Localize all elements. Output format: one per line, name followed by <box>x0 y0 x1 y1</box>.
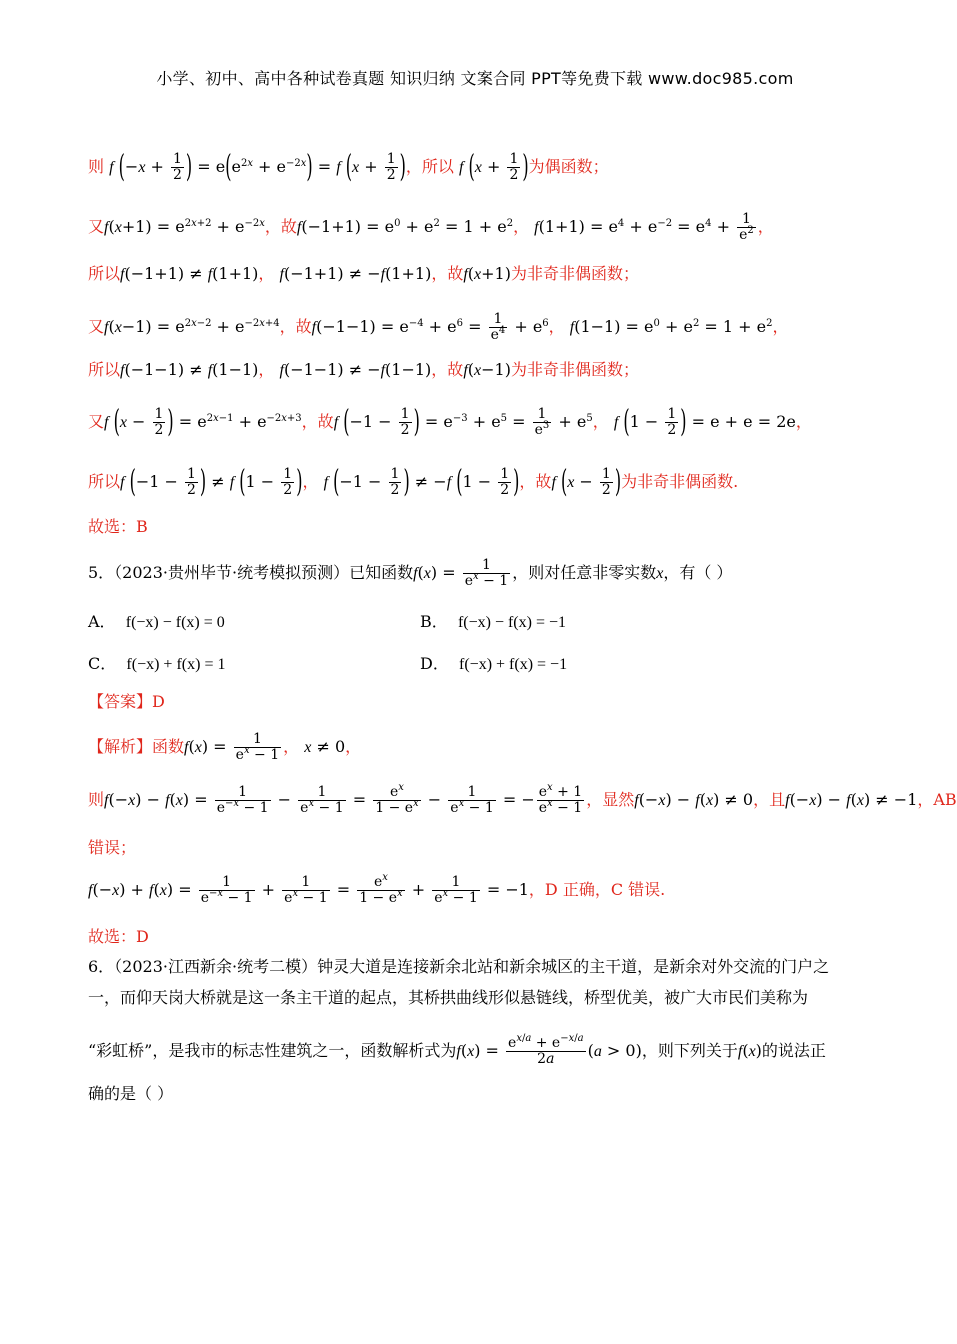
solution-choice: 故选：B <box>88 517 148 536</box>
q5-stem: 5．（2023·贵州毕节·统考模拟预测）已知函数f(x) = $\frac{1}{e^x - 1}$ ，则对任意非零实数x，有（ ） <box>88 557 733 589</box>
solution-line-4: 又$f(x-1) = e^{2x-2} + e^{-2x+4}$，故$f(-1-1) = e^{-4} + e^6$ = $\frac{1}{e^4}$ + $e^6$， $f(1-1) = e^0 + e^2 = 1 + e^2$， <box>88 311 789 343</box>
q6-stem-line-2: 一，而仰天岗大桥就是这一条主干道的起点，其桥拱曲线形似悬链线，桥型优美，被广大市民们美称为 <box>88 988 809 1007</box>
q5-analysis-2: 则f(−x) − f(x) = $\frac{1}{e^{-x} - 1}$ − $\frac{1}{e^x - 1}$ = $\frac{e^x}{1 - e^x}$ − $\frac{1}{e^x - 1}$ = − $\frac{e^x + 1}{e^x - 1}$ ，显然f(−x) − f(x) ≠ 0，且f(−x) − f(x) ≠ −1，AB <box>88 782 957 816</box>
q5-analysis-4: f(−x) + f(x) = $\frac{1}{e^{-x} - 1}$ + $\frac{1}{e^x - 1}$ = $\frac{e^x}{1 - e^x}$ + $\frac{1}{e^x - 1}$ = −1，D 正确，C 错误. <box>88 872 666 906</box>
q5-analysis-1: 【解析】函数f(x) = $\frac{1}{e^x - 1}$ ， x ≠ 0， <box>88 731 362 763</box>
q6-stem-line-4: 确的是（ ） <box>88 1084 174 1103</box>
q5-option-b[interactable]: B． f(−x) − f(x) = −1 <box>420 612 566 631</box>
solution-line-7: 所以f (−1 − $\frac{1}{2}$ ) ≠ f (1 − $\frac{1}{2}$ )， f (−1 − $\frac{1}{2}$ ) ≠ −f (1 − $\frac{1}{2}$ )，故f (x − $\frac{1}{2}$ )为非奇非偶函数. <box>88 463 739 500</box>
q6-stem-line-3: “彩虹桥”，是我市的标志性建筑之一，函数解析式为f(x) = $\frac{e^{x/a} + e^{-x/a}}{2a}$ (a > 0)，则下列关于f(x)的说法正 <box>88 1033 826 1067</box>
solution-line-3: 所以f(−1+1) ≠ f(1+1)， f(−1+1) ≠ −f(1+1)，故f(x+1)为非奇非偶函数； <box>88 264 639 283</box>
solution-line-1: 则 f (−x + $\frac{1}{2}$ ) = $e(e^{2x} + e^{-2x}) = f$ (x + $\frac{1}{2}$ )，所以 f (x + $\frac{1}{2}$ )为偶函数； <box>88 148 609 185</box>
q5-option-d[interactable]: D． f(−x) + f(x) = −1 <box>420 654 568 673</box>
q5-choice: 故选：D <box>88 927 149 946</box>
solution-line-6: 又f (x − $\frac{1}{2}$ ) = $e^{2x-1} + e^{-2x+3}$，故f (−1 − $\frac{1}{2}$ ) = $e^{-3} + e^5$ = $\frac{1}{e^3}$ + $e^5$， f (1 − $\frac{1}{2}$ ) = e + e = 2e， <box>88 403 812 440</box>
solution-line-2: 又$f(x+1) = e^{2x+2} + e^{-2x}$，故$f(-1+1) = e^0 + e^2 = 1 + e^2$， $f(1+1) = e^4 + e^{-2} = e^4$ + $\frac{1}{e^2}$ ， <box>88 211 774 243</box>
q5-option-c[interactable]: C． f(−x) + f(x) = 1 <box>88 654 226 673</box>
page-header: 小学、初中、高中各种试卷真题 知识归纳 文案合同 PPT等免费下载 www.doc985.com <box>156 69 794 88</box>
q6-stem-line-1: 6．（2023·江西新余·统考二模）钟灵大道是连接新余北站和新余城区的主干道，是新余对外交流的门户之 <box>88 957 830 976</box>
solution-line-5: 所以f(−1−1) ≠ f(1−1)， f(−1−1) ≠ −f(1−1)，故f(x−1)为非奇非偶函数； <box>88 360 639 379</box>
q5-analysis-3: 错误； <box>88 838 137 857</box>
q5-option-a[interactable]: A． f(−x) − f(x) = 0 <box>88 612 225 631</box>
q5-answer: 【答案】D <box>88 692 165 711</box>
